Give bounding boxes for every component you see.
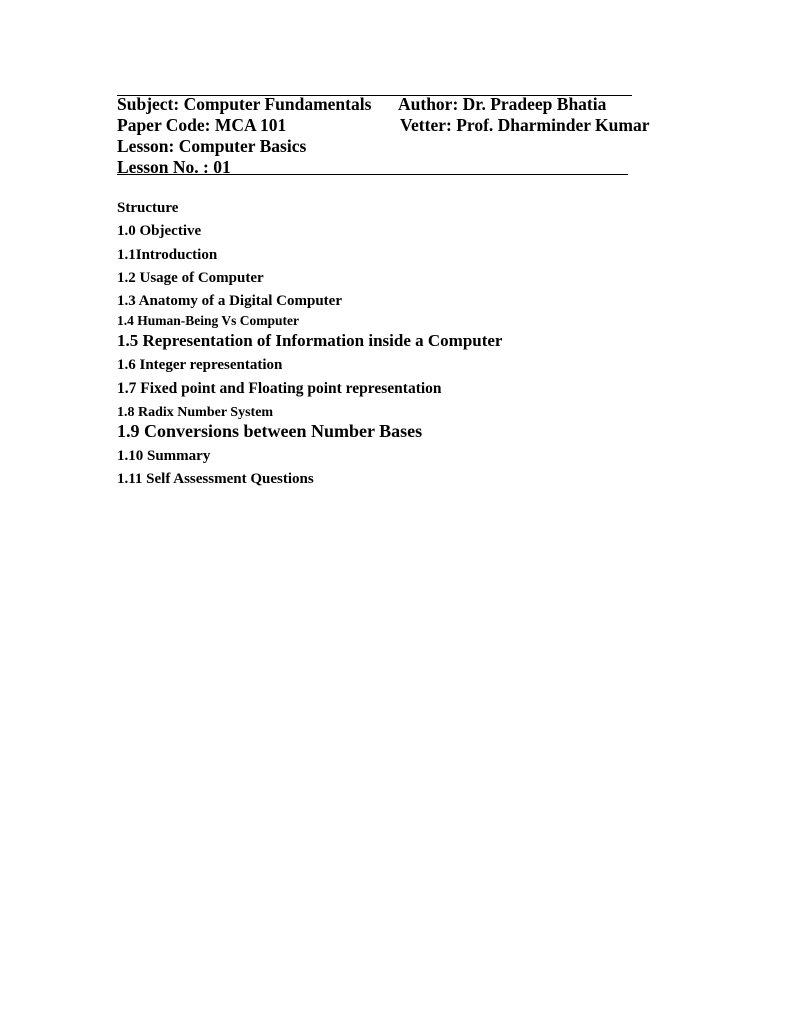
toc-item-radix: 1.8 Radix Number System [117,405,274,420]
toc-item-self-assessment: 1.11 Self Assessment Questions [117,471,314,487]
subject-line: Subject: Computer Fundamentals [117,94,372,114]
toc-item-summary: 1.10 Summary [117,448,211,464]
paper-code-line: Paper Code: MCA 101 [117,115,287,135]
toc-item-conversions: 1.9 Conversions between Number Bases [117,421,423,441]
toc-item-integer: 1.6 Integer representation [117,357,283,373]
vetter-line: Vetter: Prof. Dharminder Kumar [400,115,650,135]
lesson-number-line: Lesson No. : 01 [117,157,231,177]
toc-item-human-vs-computer: 1.4 Human-Being Vs Computer [117,313,300,328]
toc-item-objective: 1.0 Objective [117,223,202,239]
lesson-title-line: Lesson: Computer Basics [117,136,307,156]
toc-item-introduction: 1.1Introduction [117,247,218,263]
structure-heading: Structure [117,200,179,216]
author-line: Author: Dr. Pradeep Bhatia [398,94,607,114]
toc-item-anatomy: 1.3 Anatomy of a Digital Computer [117,293,342,309]
toc-item-representation: 1.5 Representation of Information inside a Computer [117,331,503,350]
toc-item-usage: 1.2 Usage of Computer [117,270,264,286]
toc-item-fixed-floating: 1.7 Fixed point and Floating point representation [117,380,442,397]
header-underline [117,174,628,175]
